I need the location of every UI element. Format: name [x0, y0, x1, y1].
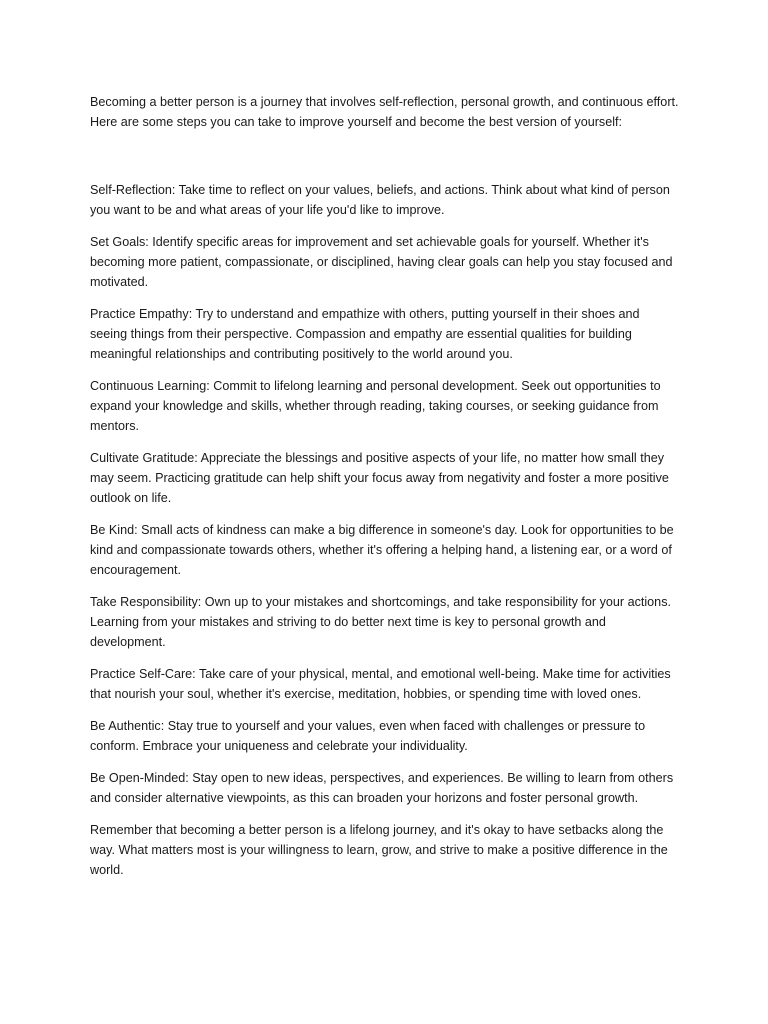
step-continuous-learning: Continuous Learning: Commit to lifelong learning and personal development. Seek out opportunities to expand your knowledge and skills, whether through reading, taking courses, or seeking guidance from mentors. [90, 379, 661, 433]
document-body [90, 92, 680, 880]
step-self-reflection: Self-Reflection: Take time to reflect on your values, beliefs, and actions. Think about what kind of person you want to be and what areas of your life you'd like to improve. [90, 183, 670, 217]
step-set-goals: Set Goals: Identify specific areas for improvement and set achievable goals for yourself. Whether it's becoming more patient, compassionate, or disciplined, having clear goals can help you stay focused and motivated. [90, 235, 673, 289]
step-take-responsibility: Take Responsibility: Own up to your mistakes and shortcomings, and take responsibility for your actions. Learning from your mistakes and striving to do better next time is key to personal growth and development. [90, 595, 671, 649]
step-be-authentic: Be Authentic: Stay true to yourself and your values, even when faced with challenges or pressure to conform. Embrace your uniqueness and celebrate your individuality. [90, 719, 646, 753]
step-be-kind: Be Kind: Small acts of kindness can make a big difference in someone's day. Look for opportunities to be kind and compassionate towards others, whether it's offering a helping hand, a listening ear, or a word of encouragement. [90, 523, 674, 577]
step-be-open-minded: Be Open-Minded: Stay open to new ideas, perspectives, and experiences. Be willing to learn from others and consider alternative viewpoints, as this can broaden your horizons and foster personal growth. [90, 771, 674, 805]
step-cultivate-gratitude: Cultivate Gratitude: Appreciate the blessings and positive aspects of your life, no matter how small they may seem. Practicing gratitude can help shift your focus away from negativity and foster a more positive outlook on life. [90, 451, 669, 505]
intro-paragraph: Becoming a better person is a journey that involves self-reflection, personal growth, and continuous effort. Here are some steps you can take to improve yourself and become the best version of yourself: [90, 95, 679, 129]
step-practice-empathy: Practice Empathy: Try to understand and empathize with others, putting yourself in their shoes and seeing things from their perspective. Compassion and empathy are essential qualities for building meaningful relationships and contributing positively to the world around you. [90, 307, 640, 361]
step-practice-self-care: Practice Self-Care: Take care of your physical, mental, and emotional well-being. Make time for activities that nourish your soul, whether it's exercise, meditation, hobbies, or spending time with loved ones. [90, 667, 671, 701]
closing-paragraph: Remember that becoming a better person is a lifelong journey, and it's okay to have setbacks along the way. What matters most is your willingness to learn, grow, and strive to make a positive difference in the world. [90, 823, 668, 877]
